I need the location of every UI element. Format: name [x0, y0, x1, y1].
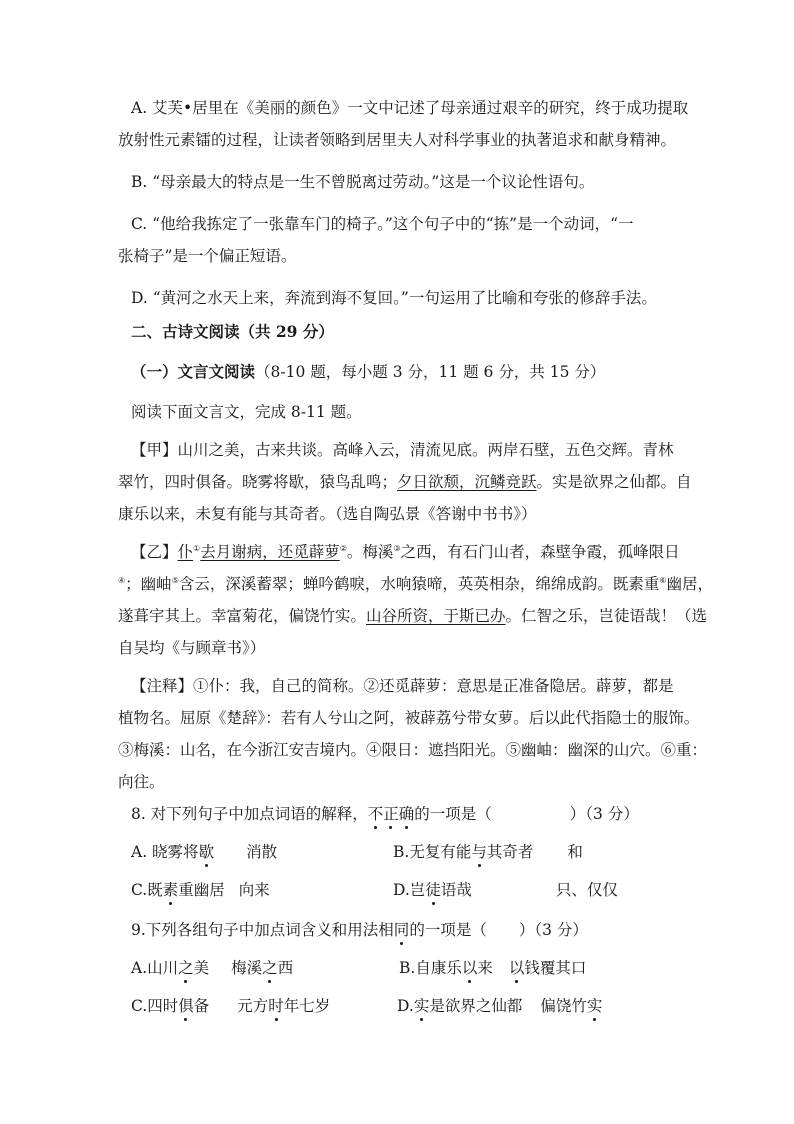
dotted-char: 同 [393, 921, 410, 939]
q9-option-c[interactable] [131, 996, 330, 1016]
option-text: A. 晓雾将 [131, 843, 199, 861]
q9-option-b[interactable] [399, 958, 586, 978]
notes-line3: ③梅溪：山名，在今浙江安吉境内。④限日：遮挡阳光。⑤幽岫：幽深的山穴。⑥重： [118, 741, 708, 759]
underlined-word: 仆 [177, 543, 194, 561]
notes-line2: 植物名。屈原《楚辞》：若有人兮山之阿，被薜荔兮带女萝。后以此代指隐士的服饰。 [118, 709, 700, 727]
footnote-marker: ③ [393, 543, 401, 553]
passage-jia-text: 翠竹，四时俱备。晓雾将歇，猿鸟乱鸣； [118, 473, 398, 491]
dotted-char: 实 [413, 997, 430, 1015]
dotted-char: 徒 [425, 881, 441, 899]
passage-yi-text: 。仁智之乐，岂徒语哉！（选 [505, 607, 708, 625]
q8-option-d[interactable] [393, 880, 618, 900]
passage-yi-text: 之西，有石门山者，森壁争霞，孤峰限日 [400, 543, 680, 561]
reading-instruction: 阅读下面文言文，完成 8-11 题。 [131, 403, 362, 421]
q9-stem-text: 9.下列各组句子中加点词含义和用法相 [131, 921, 394, 939]
passage-yi-text: ；幽岫 [125, 575, 172, 593]
option-text: 西 [277, 959, 294, 977]
option-text: 语哉 [440, 881, 472, 899]
passage-yi-line3 [118, 606, 707, 626]
q7-option-d: D. “黄河之水天上来，奔流到海不复回。”一句运用了比喻和夸张的修辞手法。 [131, 289, 657, 307]
q8-stem-text: ）（3 分） [569, 805, 639, 823]
section2-title: 二、古诗文阅读（共 29 分） [131, 322, 334, 341]
option-text: 年七岁 [283, 997, 331, 1015]
option-text: 梅溪 [231, 959, 263, 977]
option-text: B.无复有能 [393, 843, 472, 861]
footnote-marker: ② [339, 543, 347, 553]
q7-option-a-line1: A. 艾芙•居里在《美丽的颜色》一文中记述了母亲通过艰辛的研究，终于成功提取 [131, 99, 689, 117]
q8-stem [131, 804, 639, 824]
passage-jia-text: 。实是欲界之仙都。自 [536, 473, 692, 491]
option-text: 其奇者 [486, 843, 534, 861]
q9-option-a[interactable] [131, 958, 293, 978]
subsection-title: （一）文言文阅读 [131, 362, 256, 381]
dotted-char: 实 [586, 997, 603, 1015]
option-text: 是欲界之仙都 [429, 997, 523, 1015]
underlined-phrase: 山谷所资，于斯已办 [366, 607, 506, 625]
q7-option-c-line2: 张椅子”是一个偏正短语。 [118, 247, 297, 265]
dotted-char: 不 [367, 805, 384, 823]
option-text: A.山川 [131, 959, 179, 977]
q8-option-a[interactable] [131, 842, 277, 862]
option-answer: 消散 [246, 843, 278, 861]
q9-stem-text: 的一项是（ [409, 921, 487, 939]
q8-stem-text: 8. 对下列句子中加点词语的解释， [131, 805, 368, 823]
option-text: 钱覆其口 [524, 959, 587, 977]
q7-option-a-line2: 放射性元素镭的过程，让读者领略到居里夫人对科学事业的执著追求和献身精神。 [118, 131, 677, 149]
footnote-marker: ④ [118, 575, 126, 585]
q7-option-b: B. “母亲最大的特点是一生不曾脱离过劳动。”这是一个议论性语句。 [131, 173, 595, 191]
underlined-phrase: 去月谢病，还觅薜萝 [200, 543, 340, 561]
dotted-char: 之 [178, 959, 194, 977]
dotted-char: 俱 [178, 997, 194, 1015]
passage-yi-line2 [118, 574, 713, 594]
option-answer: 向来 [238, 881, 270, 899]
option-text: 美 [193, 959, 210, 977]
dotted-char: 时 [268, 997, 284, 1015]
notes-line1: 【注释】①仆：我，自己的简称。②还觅薜萝：意思是正准备隐居。薜萝，都是 [131, 677, 674, 695]
option-text: D. [397, 997, 414, 1015]
option-answer: 和 [567, 843, 583, 861]
subsection-note: （8-10 题，每小题 3 分，11 题 6 分，共 15 分） [255, 363, 606, 381]
dotted-char: 与 [471, 843, 487, 861]
option-text: 来 [477, 959, 493, 977]
q8-option-c[interactable] [131, 880, 270, 900]
dotted-char: 以 [508, 959, 525, 977]
footnote-marker: ① [193, 543, 201, 553]
q8-option-b[interactable] [393, 842, 583, 862]
option-text: C.四时 [131, 997, 179, 1015]
passage-jia-line1: 【甲】山川之美，古来共谈。高峰入云，清流见底。两岸石壁，五色交辉。青林 [131, 441, 674, 459]
dotted-char: 之 [262, 959, 278, 977]
passage-yi-line1 [131, 542, 680, 562]
section2-subtitle [131, 362, 605, 382]
passage-yi-text: 遂葺宇其上。幸富菊花，偏饶竹实。 [118, 607, 367, 625]
option-text: 备 [193, 997, 210, 1015]
passage-yi-text: 幽居， [666, 575, 714, 593]
passage-yi-text: 。梅溪 [346, 543, 394, 561]
passage-yi-text: 含云，深溪蓄翠；蝉吟鹤唳，水响猿啼，英英相杂，绵绵成韵。既素重 [178, 575, 660, 593]
option-answer: 只、仅仅 [555, 881, 618, 899]
option-text: D.岂 [393, 881, 426, 899]
q7-option-c-line1: C. “他给我拣定了一张靠车门的椅子。”这个句子中的“拣”是一个动词，“一 [131, 215, 634, 233]
option-text: 元方 [237, 997, 269, 1015]
underlined-phrase: 夕日欲颓，沉鳞竞跃 [397, 473, 537, 491]
option-text: B.自康乐 [399, 959, 462, 977]
passage-jia-line3: 康乐以来，未复有能与其奇者。（选自陶弘景《答谢中书书》） [118, 505, 537, 523]
q8-stem-text: 的一项是（ [414, 805, 492, 823]
option-text: C.既 [131, 881, 163, 899]
passage-yi-label: 【乙】 [131, 543, 178, 561]
q9-stem-text: ）（3 分） [518, 921, 588, 939]
option-text: 重幽居 [178, 881, 225, 899]
dotted-char: 正 [383, 805, 399, 823]
dotted-char: 以 [461, 959, 478, 977]
q9-option-d[interactable] [397, 996, 602, 1016]
footnote-marker: ⑤ [171, 575, 179, 585]
footnote-marker: ⑥ [659, 575, 667, 585]
option-text: 偏饶竹 [540, 997, 587, 1015]
q9-stem [131, 920, 588, 940]
dotted-char: 确 [398, 805, 415, 823]
dotted-char: 素 [162, 881, 179, 899]
passage-yi-line4: 自吴均《与顾章书》） [118, 639, 266, 657]
passage-jia-line2 [118, 472, 692, 492]
notes-line4: 向往。 [118, 773, 165, 791]
dotted-char: 歇 [198, 843, 215, 861]
